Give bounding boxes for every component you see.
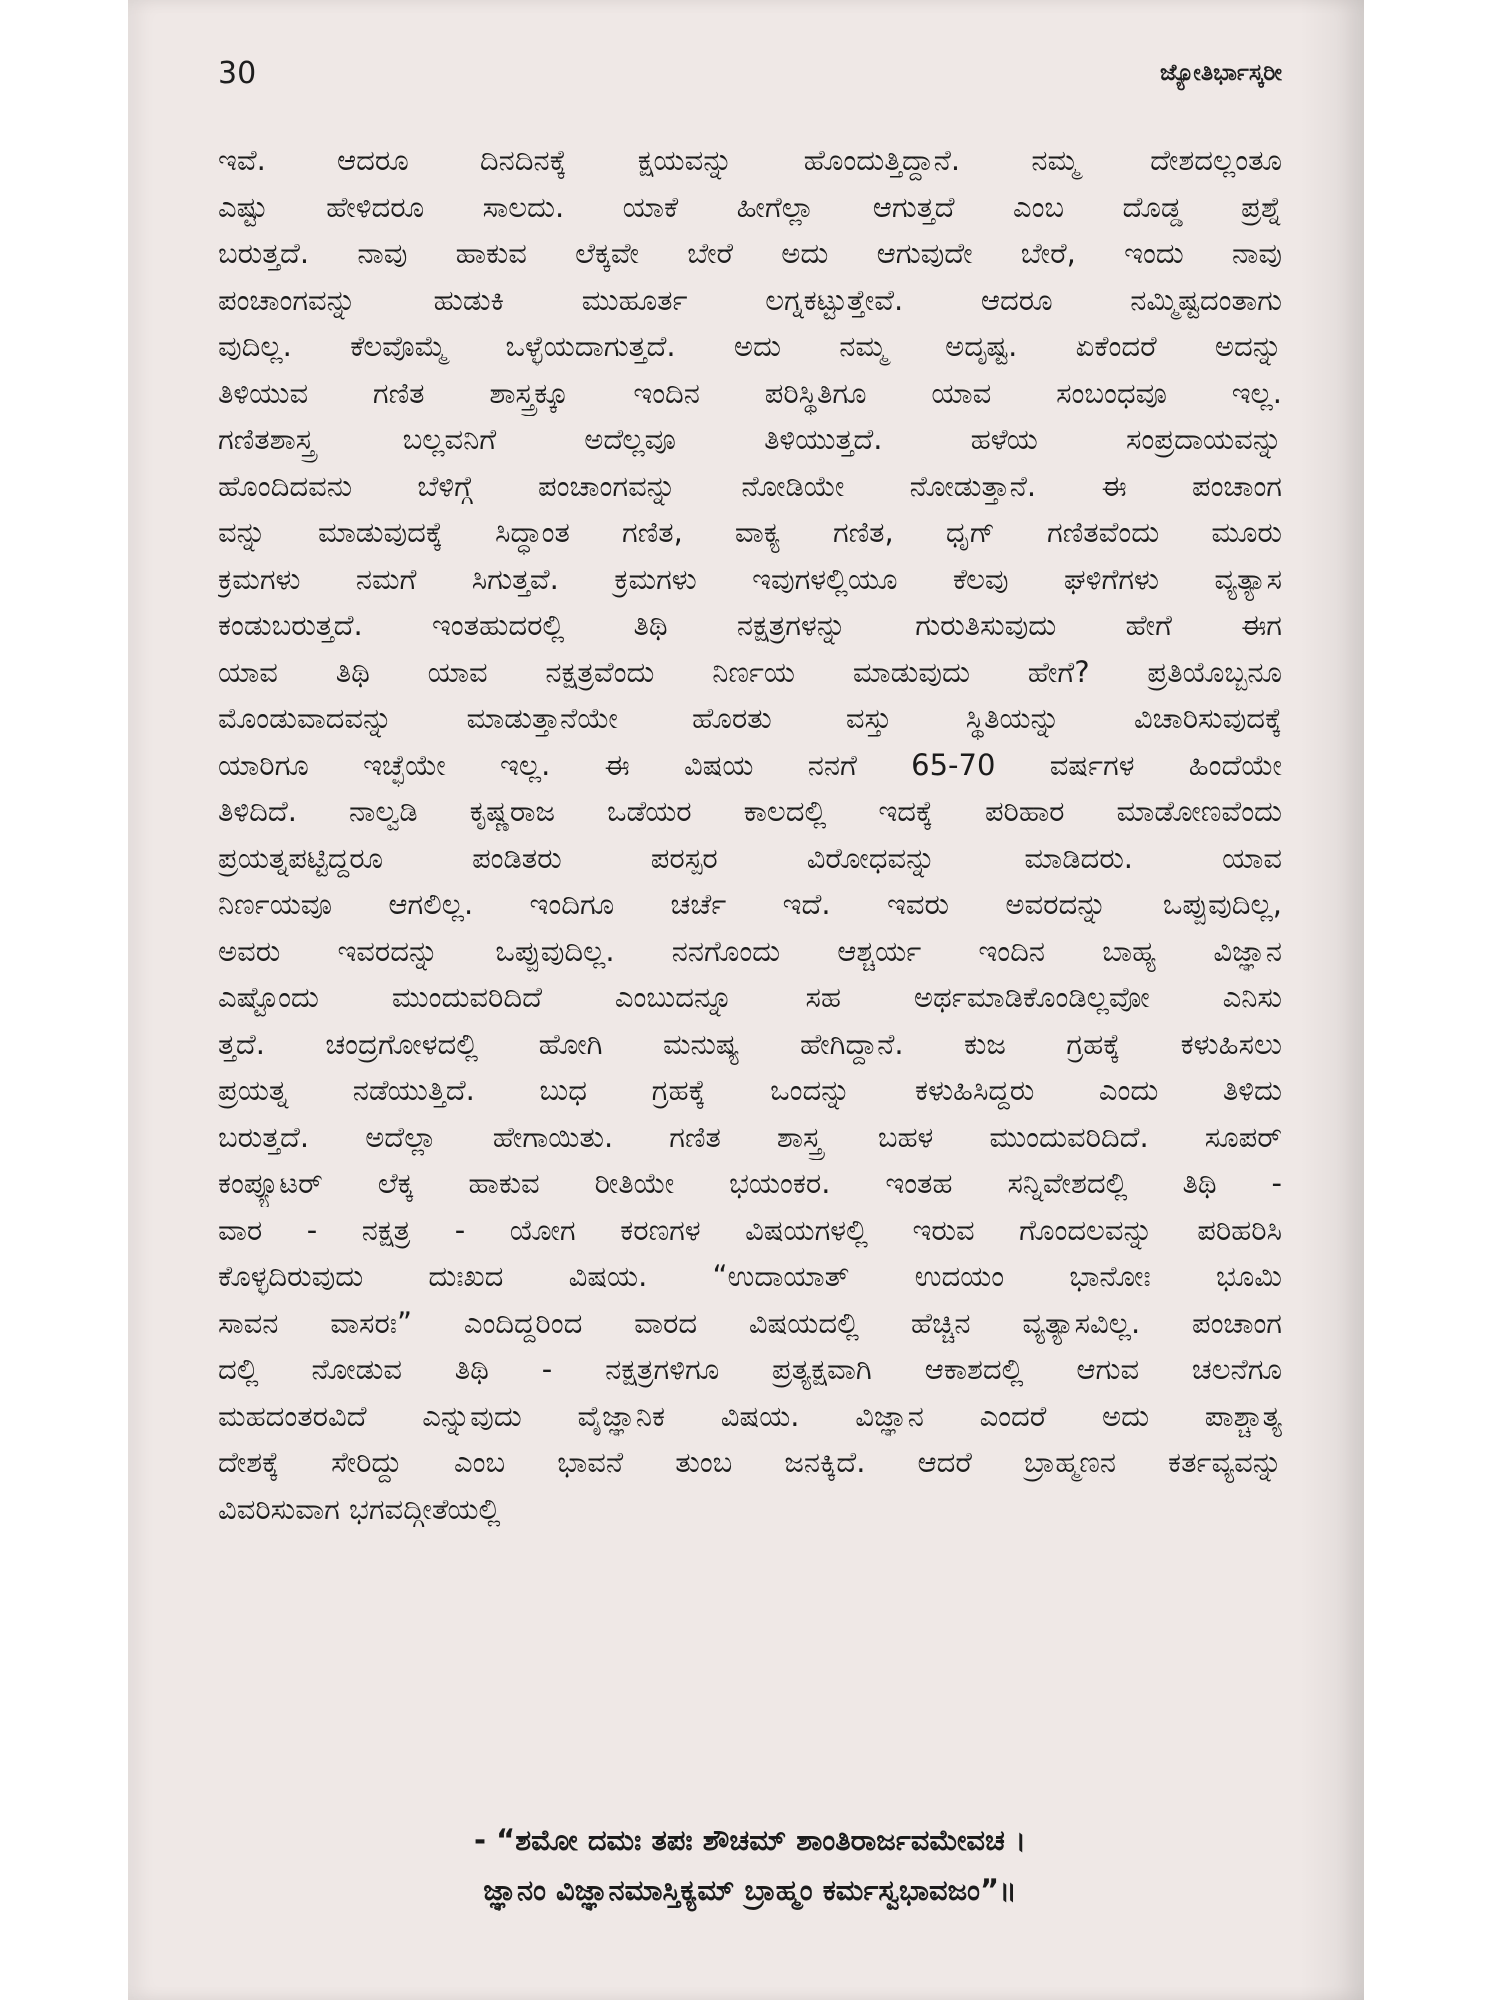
text-line: ಸಾವನ ವಾಸರಃ” ಎಂದಿದ್ದರಿಂದ ವಾರದ ವಿಷಯದಲ್ಲಿ ಹೆಚ್ಚಿನ ವ್ಯತ್ಯಾಸವಿಲ್ಲ. ಪಂಚಾಂಗ xyxy=(218,1305,1282,1340)
text-line: ಕ್ರಮಗಳು ನಮಗೆ ಸಿಗುತ್ತವೆ. ಕ್ರಮಗಳು ಇವುಗಳಲ್ಲಿಯೂ ಕೆಲವು ಘಳಿಗೆಗಳು ವ್ಯತ್ಯಾಸ xyxy=(218,561,1282,596)
text-line: ಬರುತ್ತದೆ. ಅದೆಲ್ಲಾ ಹೇಗಾಯಿತು. ಗಣಿತ ಶಾಸ್ತ್ರ ಬಹಳ ಮುಂದುವರಿದಿದೆ. ಸೂಪರ್ xyxy=(218,1119,1282,1154)
body-text xyxy=(218,137,1282,1532)
text-line: ಪಂಚಾಂಗವನ್ನು ಹುಡುಕಿ ಮುಹೂರ್ತ ಲಗ್ನಕಟ್ಟುತ್ತೇವೆ. ಆದರೂ ನಮ್ಮಿಷ್ಟದಂತಾಗು xyxy=(218,282,1282,317)
text-line: ವಾರ - ನಕ್ಷತ್ರ - ಯೋಗ ಕರಣಗಳ ವಿಷಯಗಳಲ್ಲಿ ಇರುವ ಗೊಂದಲವನ್ನು ಪರಿಹರಿಸಿ xyxy=(218,1212,1282,1247)
text-line: ಇವೆ. ಆದರೂ ದಿನದಿನಕ್ಕೆ ಕ್ಷಯವನ್ನು ಹೊಂದುತ್ತಿದ್ದಾನೆ. ನಮ್ಮ ದೇಶದಲ್ಲಂತೂ xyxy=(218,143,1282,177)
text-line: ಎಷ್ಟು ಹೇಳಿದರೂ ಸಾಲದು. ಯಾಕೆ ಹೀಗೆಲ್ಲಾ ಆಗುತ್ತದೆ ಎಂಬ ದೊಡ್ಡ ಪ್ರಶ್ನೆ xyxy=(218,189,1282,224)
running-title: ಜ್ಯೋತಿರ್ಭಾಸ್ಕರೀ xyxy=(1160,60,1282,86)
text-line: ಯಾವ ತಿಥಿ ಯಾವ ನಕ್ಷತ್ರವೆಂದು ನಿರ್ಣಯ ಮಾಡುವುದು ಹೇಗೆ? ಪ್ರತಿಯೊಬ್ಬನೂ xyxy=(218,654,1282,689)
text-line: ವಿವರಿಸುವಾಗ ಭಗವದ್ಗೀತೆಯಲ್ಲಿ xyxy=(218,1491,501,1526)
page-number: 30 xyxy=(218,56,257,91)
text-line: ಯಾರಿಗೂ ಇಚ್ಛೆಯೇ ಇಲ್ಲ. ಈ ವಿಷಯ ನನಗೆ 65-70 ವರ್ಷಗಳ ಹಿಂದೆಯೇ xyxy=(218,747,1282,782)
page-edge-shadow xyxy=(1300,0,1364,2000)
text-line: ಪ್ರಯತ್ನಪಟ್ಟಿದ್ದರೂ ಪಂಡಿತರು ಪರಸ್ಪರ ವಿರೋಧವನ್ನು ಮಾಡಿದರು. ಯಾವ xyxy=(218,840,1282,875)
text-line: ವುದಿಲ್ಲ. ಕೆಲವೊಮ್ಮೆ ಒಳ್ಳೆಯದಾಗುತ್ತದೆ. ಅದು ನಮ್ಮ ಅದೃಷ್ಟ. ಏಕೆಂದರೆ ಅದನ್ನು xyxy=(218,329,1282,363)
text-line: ವನ್ನು ಮಾಡುವುದಕ್ಕೆ ಸಿದ್ಧಾಂತ ಗಣಿತ, ವಾಕ್ಯ ಗಣಿತ, ಧೃಗ್ ಗಣಿತವೆಂದು ಮೂರು xyxy=(218,515,1282,549)
page-header xyxy=(218,50,1282,110)
text-line: ಮೊಂಡುವಾದವನ್ನು ಮಾಡುತ್ತಾನೆಯೇ ಹೊರತು ವಸ್ತು ಸ್ಥಿತಿಯನ್ನು ವಿಚಾರಿಸುವುದಕ್ಕೆ xyxy=(218,701,1282,735)
text-line: ಅವರು ಇವರದನ್ನು ಒಪ್ಪುವುದಿಲ್ಲ. ನನಗೊಂದು ಆಶ್ಚರ್ಯ ಇಂದಿನ ಬಾಹ್ಯ ವಿಜ್ಞಾನ xyxy=(218,933,1282,968)
text-line: ನಿರ್ಣಯವೂ ಆಗಲಿಲ್ಲ. ಇಂದಿಗೂ ಚರ್ಚೆ ಇದೆ. ಇವರು ಅವರದನ್ನು ಒಪ್ಪುವುದಿಲ್ಲ, xyxy=(218,887,1282,921)
verse-line: ಜ್ಞಾನಂ ವಿಜ್ಞಾನಮಾಸ್ತಿಕ್ಯಮ್ ಬ್ರಾಹ್ಮಂ ಕರ್ಮಸ್ವಭಾವಜಂ”॥ xyxy=(483,1873,1017,1907)
verse-line: - “ಶಮೋ ದಮಃ ತಪಃ ಶೌಚಮ್ ಶಾಂತಿರಾರ್ಜವಮೇವಚ । xyxy=(474,1823,1026,1857)
verse-quote xyxy=(218,1815,1282,1915)
text-line: ಪ್ರಯತ್ನ ನಡೆಯುತ್ತಿದೆ. ಬುಧ ಗ್ರಹಕ್ಕೆ ಒಂದನ್ನು ಕಳುಹಿಸಿದ್ದರು ಎಂದು ತಿಳಿದು xyxy=(218,1073,1282,1107)
text-line: ಹೊಂದಿದವನು ಬೆಳಿಗ್ಗೆ ಪಂಚಾಂಗವನ್ನು ನೋಡಿಯೇ ನೋಡುತ್ತಾನೆ. ಈ ಪಂಚಾಂಗ xyxy=(218,468,1282,503)
text-line: ತ್ತದೆ. ಚಂದ್ರಗೋಳದಲ್ಲಿ ಹೋಗಿ ಮನುಷ್ಯ ಹೇಗಿದ್ದಾನೆ. ಕುಜ ಗ್ರಹಕ್ಕೆ ಕಳುಹಿಸಲು xyxy=(218,1026,1282,1061)
text-line: ಮಹದಂತರವಿದೆ ಎನ್ನುವುದು ವೈಜ್ಞಾನಿಕ ವಿಷಯ. ವಿಜ್ಞಾನ ಎಂದರೆ ಅದು ಪಾಶ್ಚಾತ್ಯ xyxy=(218,1398,1282,1433)
text-line: ಬರುತ್ತದೆ. ನಾವು ಹಾಕುವ ಲೆಕ್ಕವೇ ಬೇರೆ ಅದು ಆಗುವುದೇ ಬೇರೆ, ಇಂದು ನಾವು xyxy=(218,236,1282,270)
text-line: ಗಣಿತಶಾಸ್ತ್ರ ಬಲ್ಲವನಿಗೆ ಅದೆಲ್ಲವೂ ತಿಳಿಯುತ್ತದೆ. ಹಳೆಯ ಸಂಪ್ರದಾಯವನ್ನು xyxy=(218,422,1282,456)
text-line: ಕಂಡುಬರುತ್ತದೆ. ಇಂತಹುದರಲ್ಲಿ ತಿಥಿ ನಕ್ಷತ್ರಗಳನ್ನು ಗುರುತಿಸುವುದು ಹೇಗೆ ಈಗ xyxy=(218,608,1282,642)
text-line: ತಿಳಿಯುವ ಗಣಿತ ಶಾಸ್ತ್ರಕ್ಕೂ ಇಂದಿನ ಪರಿಸ್ಥಿತಿಗೂ ಯಾವ ಸಂಬಂಧವೂ ಇಲ್ಲ. xyxy=(218,375,1282,410)
text-line: ಕೊಳ್ಳದಿರುವುದು ದುಃಖದ ವಿಷಯ. “ಉದಾಯಾತ್ ಉದಯಂ ಭಾನೋಃ ಭೂಮಿ xyxy=(218,1259,1282,1293)
text-line: ತಿಳಿದಿದೆ. ನಾಲ್ವಡಿ ಕೃಷ್ಣರಾಜ ಒಡೆಯರ ಕಾಲದಲ್ಲಿ ಇದಕ್ಕೆ ಪರಿಹಾರ ಮಾಡೋಣವೆಂದು xyxy=(218,794,1282,828)
text-line: ದಲ್ಲಿ ನೋಡುವ ತಿಥಿ - ನಕ್ಷತ್ರಗಳಿಗೂ ಪ್ರತ್ಯಕ್ಷವಾಗಿ ಆಕಾಶದಲ್ಲಿ ಆಗುವ ಚಲನೆಗೂ xyxy=(218,1352,1282,1386)
text-line: ದೇಶಕ್ಕೆ ಸೇರಿದ್ದು ಎಂಬ ಭಾವನೆ ತುಂಬ ಜನಕ್ಕಿದೆ. ಆದರೆ ಬ್ರಾಹ್ಮಣನ ಕರ್ತವ್ಯವನ್ನು xyxy=(218,1445,1282,1479)
text-line: ಎಷ್ಟೊಂದು ಮುಂದುವರಿದಿದೆ ಎಂಬುದನ್ನೂ ಸಹ ಅರ್ಥಮಾಡಿಕೊಂಡಿಲ್ಲವೋ ಎನಿಸು xyxy=(218,980,1282,1014)
text-line: ಕಂಪ್ಯೂಟರ್ ಲೆಕ್ಕ ಹಾಕುವ ರೀತಿಯೇ ಭಯಂಕರ. ಇಂತಹ ಸನ್ನಿವೇಶದಲ್ಲಿ ತಿಥಿ - xyxy=(218,1166,1282,1200)
